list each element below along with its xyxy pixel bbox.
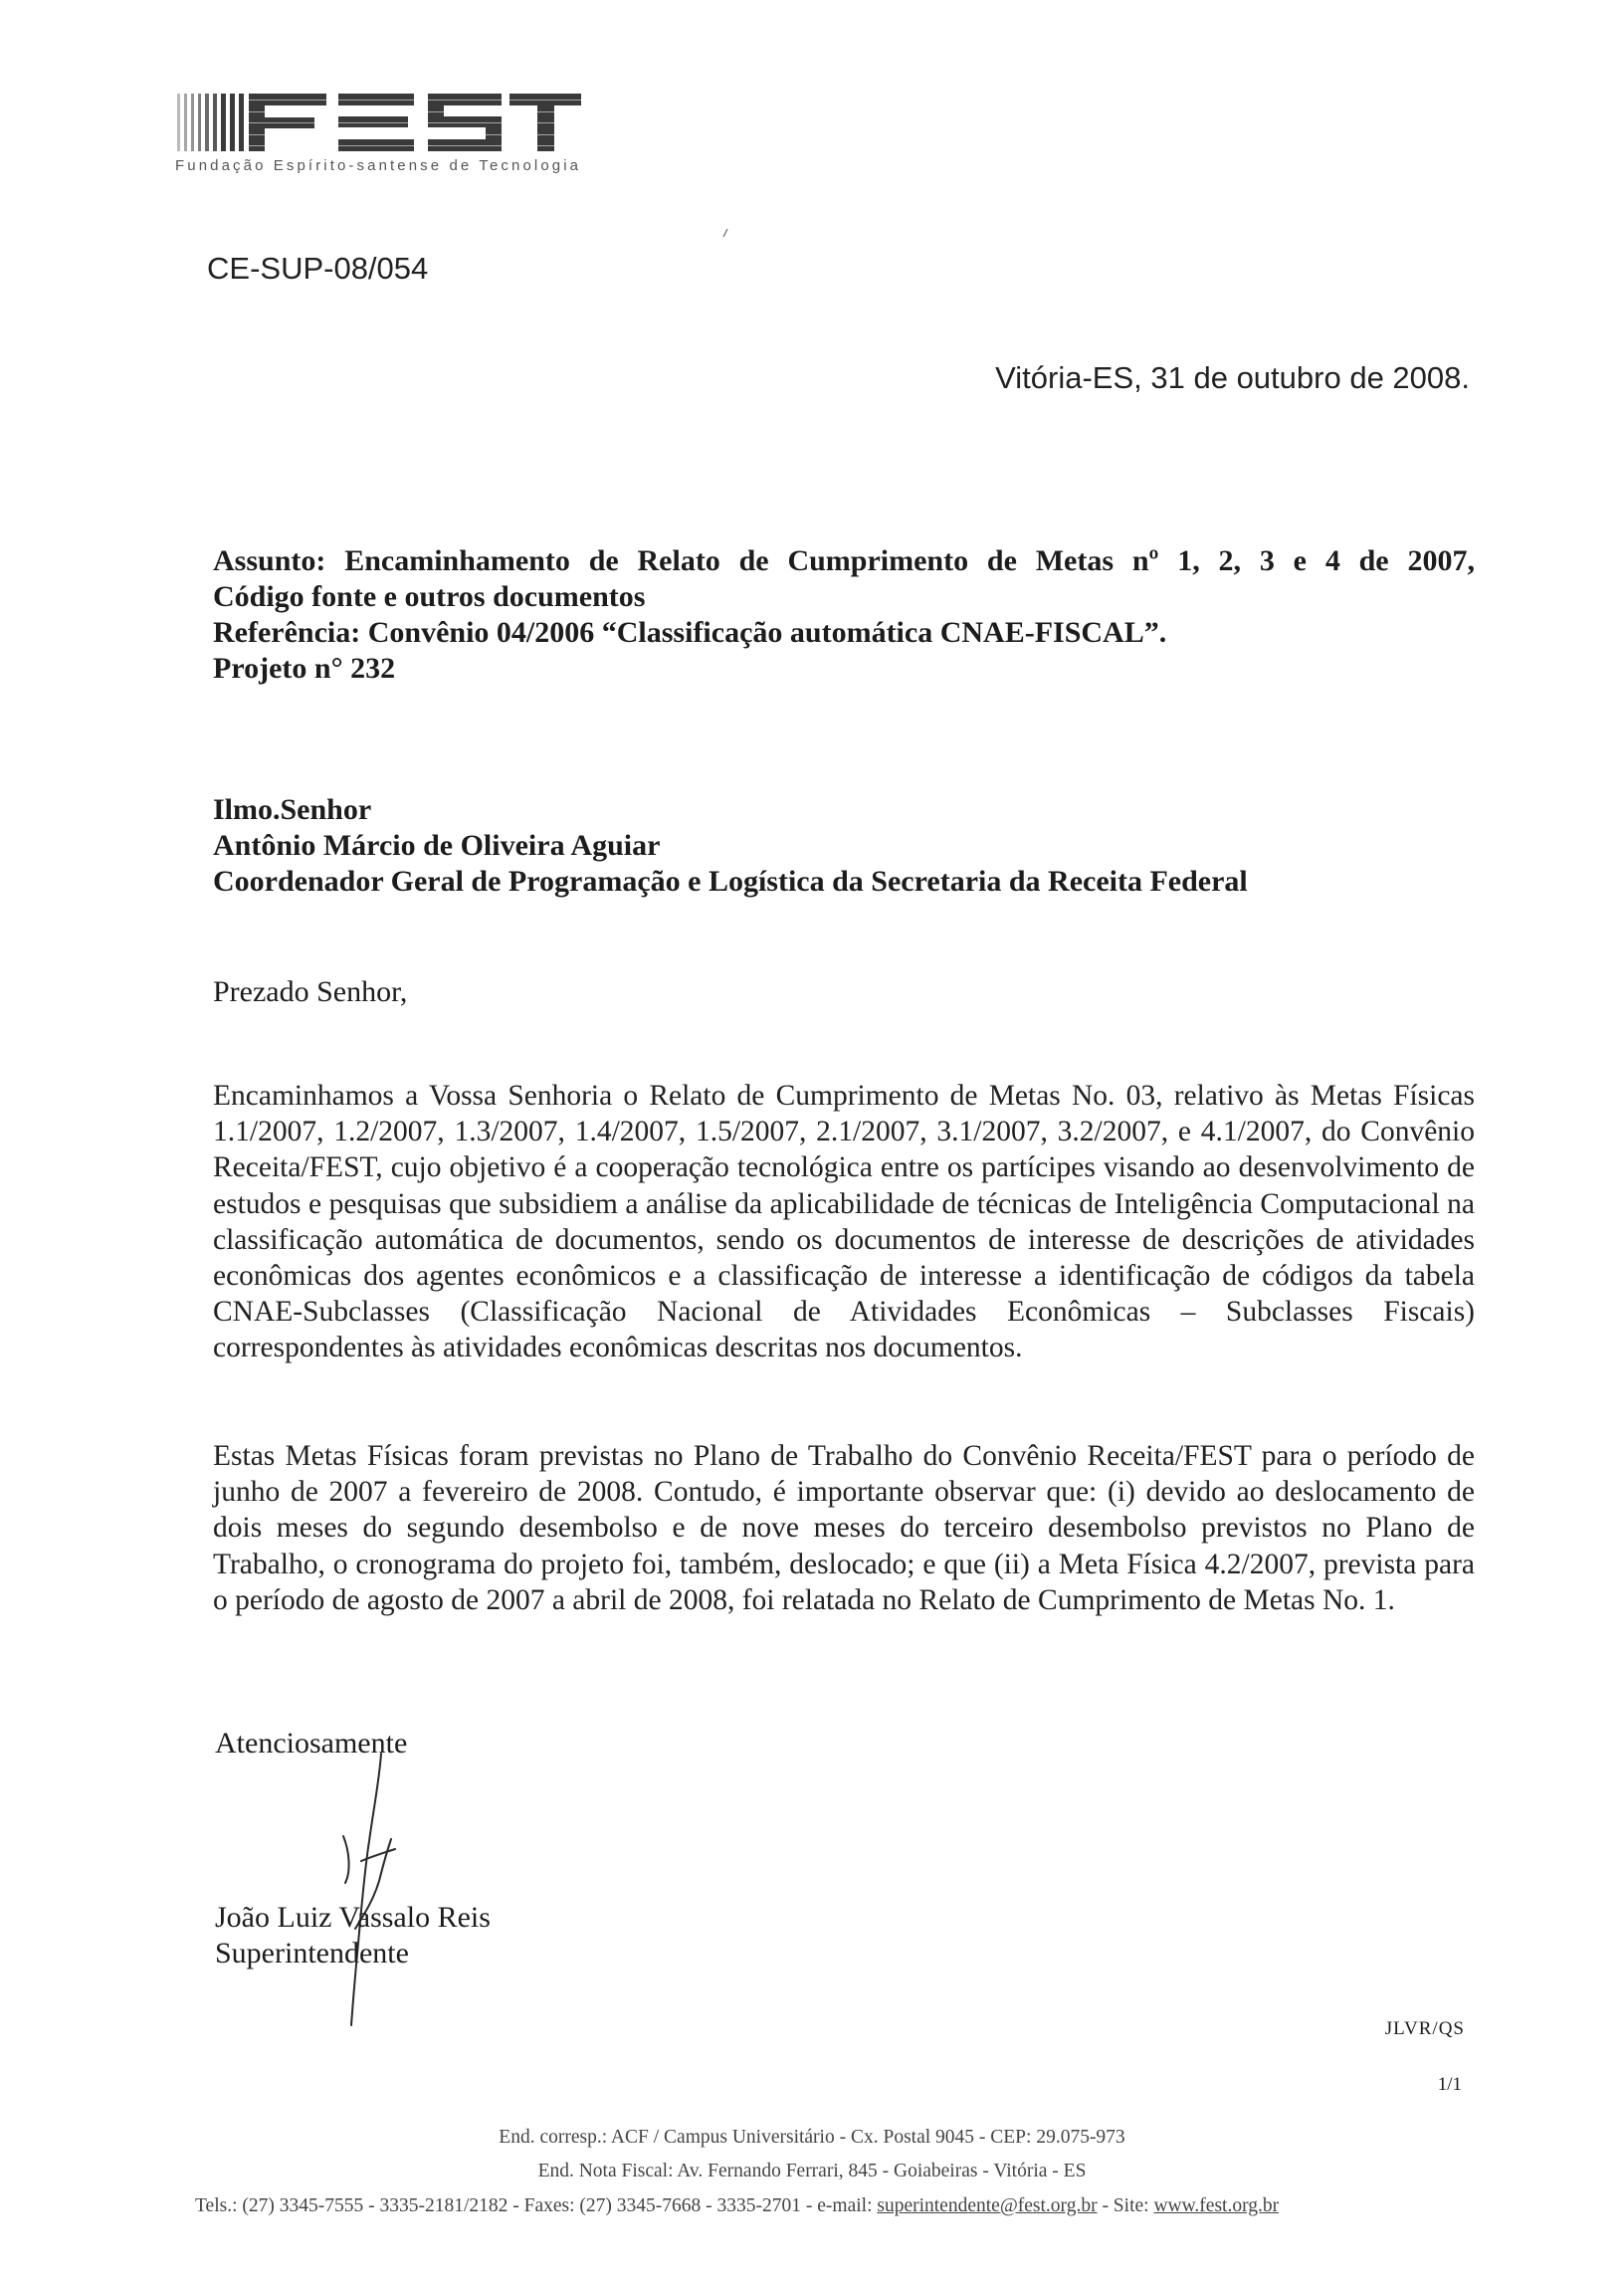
addressee-block — [213, 792, 1248, 900]
addressee-title: Ilmo.Senhor — [213, 793, 372, 826]
subject-word: 3 — [1259, 544, 1275, 577]
reference-code: CE-SUP-08/054 — [207, 251, 429, 286]
subject-word: 2, — [1218, 544, 1242, 577]
footer-mailing-address: End. corresp.: ACF / Campus Universitário - Cx. Postal 9045 - CEP: 29.075-973 — [499, 2127, 1125, 2148]
project-number-line: Projeto n° 232 — [213, 652, 396, 685]
subject-word: nº — [1131, 544, 1159, 577]
subject-word: Relato — [637, 544, 720, 577]
date-line: Vitória-ES, 31 de outubro de 2008. — [995, 360, 1470, 395]
page-number: 1/1 — [1437, 2074, 1462, 2095]
footer-phones: Tels.: (27) 3345-7555 - 3335-2181/2182 - Faxes: (27) 3345-7668 - 3335-2701 - e-mail: — [195, 2195, 878, 2216]
subject-word: de — [588, 544, 619, 577]
stray-pen-mark — [722, 229, 728, 237]
subject-word: de — [738, 544, 769, 577]
subject-word: 1, — [1177, 544, 1200, 577]
body-paragraph-2: Estas Metas Físicas foram previstas no Plano de Trabalho do Convênio Receita/FEST para o período de junho de 2007 a fevereiro de 2008. Contudo, é importante observar que: (i) devido ao deslocamento de dois meses do segundo desembolso e de nove meses do terceiro desembolso previstos no Plano de Trabalho, o cronograma do projeto foi, também, deslocado; e que (ii) a Meta Física 4.2/2007, prevista para o período de agosto de 2007 a abril de 2008, foi relatada no Relato de Cumprimento de Metas No. 1. — [213, 1440, 1475, 1616]
subject-word: Assunto: — [213, 544, 326, 577]
footer-contacts — [195, 2195, 1469, 2217]
subject-word: de — [1358, 544, 1389, 577]
valediction: Atenciosamente — [215, 1727, 408, 1760]
subject-word: Cumprimento — [787, 544, 969, 577]
footer-site-label: - Site: — [1097, 2195, 1154, 2216]
addressee-position: Coordenador Geral de Programação e Logística da Secretaria da Receita Federal — [213, 865, 1248, 898]
subject-word: Encaminhamento — [344, 544, 570, 577]
signer-title: Superintendente — [215, 1937, 409, 1970]
subject-word: 2007, — [1407, 544, 1475, 577]
subject-word: Metas — [1035, 544, 1115, 577]
subject-word: 4 — [1324, 544, 1340, 577]
subject-line-1 — [213, 543, 1475, 579]
typist-initials: JLVR/QS — [1384, 2018, 1465, 2039]
footer-site-link[interactable]: www.fest.org.br — [1153, 2195, 1280, 2216]
footer-invoice-address: End. Nota Fiscal: Av. Fernando Ferrari, 845 - Goiabeiras - Vitória - ES — [537, 2161, 1087, 2181]
subject-line-2: Código fonte e outros documentos — [213, 580, 646, 613]
logo-tagline: Fundação Espírito-santense de Tecnologia — [175, 157, 582, 174]
fest-logo — [175, 92, 593, 181]
handwritten-signature — [304, 1742, 443, 2030]
signer-name: João Luiz Vassalo Reis — [215, 1901, 491, 1934]
body-paragraph-1: Encaminhamos a Vossa Senhoria o Relato de Cumprimento de Metas No. 03, relativo às Metas Físicas 1.1/2007, 1.2/2007, 1.3/2007, 1.4/2007, 1.5/2007, 2.1/2007, 3.1/2007, 3.2/2007, e 4.1/2007, do Convênio Receita/FEST, cujo objetivo é a cooperação tecnológica entre os partícipes visando ao desenvolvimento de estudos e pesquisas que subsidiem a análise da aplicabilidade de técnicas de Inteligência Computacional na classificação automática de documentos, sendo os documentos de interesse de descrições de atividades econômicas dos agentes econômicos e a classificação de interesse a identificação de códigos da tabela CNAE-Subclasses (Classificação Nacional de Atividades Econômicas – Subclasses Fiscais) correspondentes às atividades econômicas descritas nos documentos. — [213, 1080, 1475, 1364]
fest-logo-mark — [175, 92, 583, 153]
subject-word: de — [986, 544, 1017, 577]
addressee-name: Antônio Márcio de Oliveira Aguiar — [213, 829, 661, 862]
subject-word: e — [1293, 544, 1307, 577]
subject-block — [213, 543, 1475, 687]
greeting: Prezado Senhor, — [213, 975, 408, 1008]
reference-line: Referência: Convênio 04/2006 “Classificação automática CNAE-FISCAL”. — [213, 616, 1167, 649]
footer-email-link[interactable]: superintendente@fest.org.br — [877, 2195, 1098, 2216]
